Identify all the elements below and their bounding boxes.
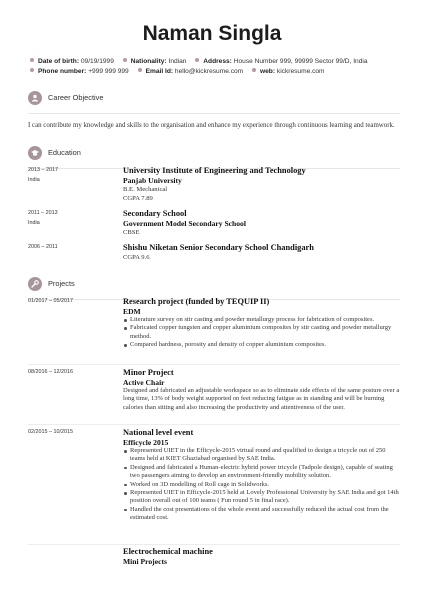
education-entry xyxy=(28,243,400,263)
bullet-dot-icon xyxy=(123,58,127,62)
phone-label: Phone number: xyxy=(38,68,87,75)
dob-value: 09/19/1999 xyxy=(80,58,114,65)
degree: B.E. Mechanical xyxy=(123,186,168,193)
address-label: Address: xyxy=(203,58,232,65)
project-sub: Mini Projects xyxy=(123,557,167,566)
bullet-dot-icon xyxy=(30,58,34,62)
project-entry xyxy=(28,547,400,569)
education-section-title: Education xyxy=(48,148,81,157)
personal-info-line-2 xyxy=(28,67,400,77)
entry-place: India xyxy=(28,177,40,183)
career-section-title: Career Objective xyxy=(48,93,104,102)
project-sub: EDM xyxy=(123,307,141,316)
career-section-icon xyxy=(28,91,42,105)
entry-divider xyxy=(28,424,400,425)
project-bullets xyxy=(123,316,400,350)
project-sub: Active Chair xyxy=(123,378,165,387)
project-title: Minor Project xyxy=(123,368,174,377)
project-title: National level event xyxy=(123,428,194,437)
projects-section-title: Projects xyxy=(48,279,75,288)
school-sub: Government Model Secondary School xyxy=(123,219,246,228)
email-label: Email Id: xyxy=(145,68,174,75)
projects-section-header xyxy=(28,277,400,291)
education-section-header xyxy=(28,146,400,160)
dob-label: Date of birth: xyxy=(38,58,80,65)
nationality-label: Nationality: xyxy=(130,58,167,65)
section-divider xyxy=(28,113,400,114)
bullet-dot-icon xyxy=(138,68,142,72)
career-objective-text: I can contribute my knowledge and skills to the organisation and enhance my experience through continuous learning and teamwork. xyxy=(28,122,395,129)
graduation-cap-icon xyxy=(28,146,42,160)
entry-divider xyxy=(28,364,400,365)
education-entry xyxy=(28,209,400,239)
project-entry xyxy=(28,368,400,422)
bullet-dot-icon xyxy=(30,68,34,72)
career-section-header xyxy=(28,91,400,105)
degree: CBSE xyxy=(123,229,140,236)
personal-info-line-1 xyxy=(28,57,400,67)
list-item: Worked on 3D modelling of Roll cage in Solidworks. xyxy=(123,481,400,489)
grade: CGPA 9.6 xyxy=(123,254,150,261)
email-value: hello@kickresume.com xyxy=(174,68,244,75)
entry-date: 2011 – 2013 xyxy=(28,210,58,216)
grade: CGPA 7.89 xyxy=(123,195,153,202)
entry-date: 02/2015 – 10/2015 xyxy=(28,429,73,435)
project-bullets xyxy=(123,447,400,523)
entry-divider xyxy=(28,544,400,545)
list-item: Fabricated copper tungsten and copper aluminium composites by stir casting and powder metallurgy method. xyxy=(123,324,400,341)
list-item: Literature survey on stir casting and powder metallurgy process for fabrication of composites. xyxy=(123,316,400,324)
school-sub: Panjab University xyxy=(123,176,182,185)
entry-date: 01/2017 – 05/2017 xyxy=(28,298,73,304)
web-label: web: xyxy=(260,68,276,75)
entry-place: India xyxy=(28,220,40,226)
school-name: University Institute of Engineering and Technology xyxy=(123,166,306,175)
list-item: Compared hardness, porosity and density of copper aluminium composites. xyxy=(123,341,400,349)
entry-date: 08/2016 – 12/2016 xyxy=(28,369,73,375)
candidate-name: Naman Singla xyxy=(142,22,282,45)
project-title: Research project (funded by TEQUIP II) xyxy=(123,297,270,306)
address-value: House Number 999, 99999 Sector 99/D, India xyxy=(233,58,368,65)
entry-date: 2013 – 2017 xyxy=(28,167,58,173)
list-item: Handled the cost presentations of the whole event and successfully reduced the actual cost from the estimated cost. xyxy=(123,506,400,523)
project-entry xyxy=(28,297,400,361)
wrench-icon xyxy=(28,277,42,291)
web-value: kickresume.com xyxy=(276,68,325,75)
school-name: Secondary School xyxy=(123,209,187,218)
project-title: Electrochemical machine xyxy=(123,547,213,556)
school-name: Shishu Niketan Senior Secondary School Chandigarh xyxy=(123,243,314,252)
list-item: Designed and fabricated a Human-electric hybrid power tricycle (Tadpole design), capable of seating two passengers aiming to develop an environment-friendly mobility solution. xyxy=(123,464,400,481)
bullet-dot-icon xyxy=(195,58,199,62)
list-item: Represented UIET in Efficycle-2015 held at Lovely Professional University by SAE India and got 14th position overall out of 100 teams ( Fun round 5 in final race). xyxy=(123,489,400,506)
nationality-value: Indian xyxy=(168,58,187,65)
project-description: Designed and fabricated an adjustable workspace so as to eliminate side effects of the same posture over a long time, 13% of body weight supported on feet reducing fatigue as in standing and will be burning calories than sitting and also increasing the productivity and attentiveness of the user. xyxy=(123,387,400,411)
project-sub: Efficycle 2015 xyxy=(123,438,169,447)
phone-value: +999 999 999 xyxy=(88,68,129,75)
entry-date: 2006 – 2011 xyxy=(28,244,58,250)
project-entry xyxy=(28,428,400,543)
education-entry xyxy=(28,166,400,206)
bullet-dot-icon xyxy=(252,68,256,72)
list-item: Represented UIET in the Efficycle-2015 virtual round and qualified to design a tricycle out of 250 teams held at KIET Ghaziabad organised by SAE India. xyxy=(123,447,400,464)
